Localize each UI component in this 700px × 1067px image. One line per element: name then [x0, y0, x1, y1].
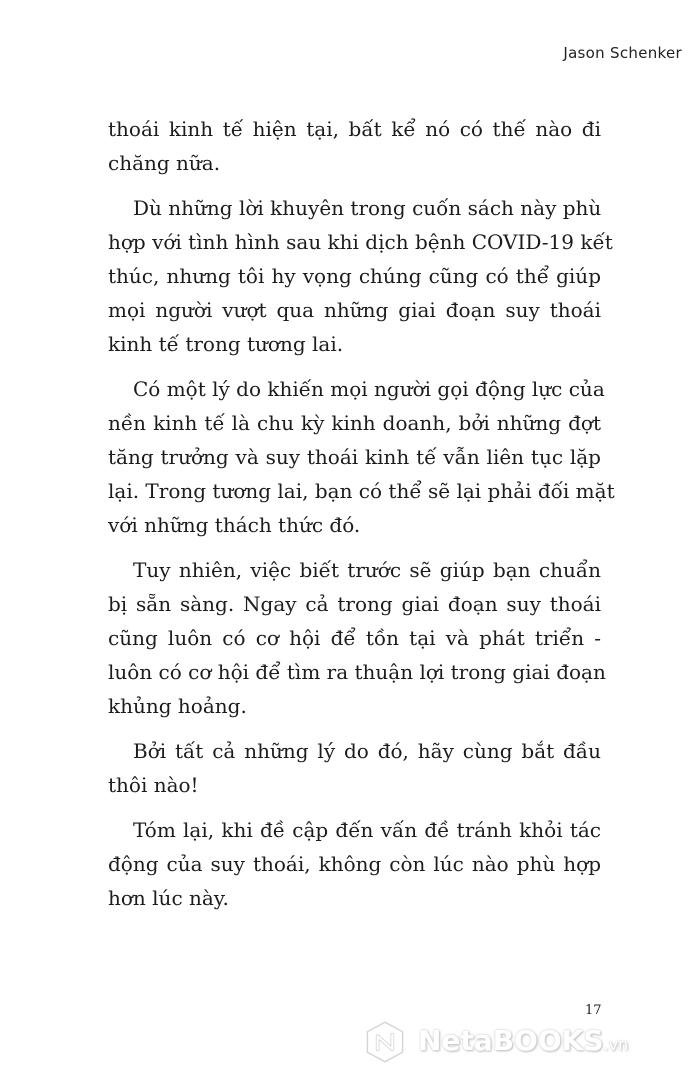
text-line: Bởi tất cả những lý do đó, hãy cùng bắt đầu: [133, 739, 601, 763]
text-line: bị sẵn sàng. Ngay cả trong giai đoạn suy thoái: [108, 592, 601, 616]
netabooks-watermark: [362, 1020, 692, 1064]
watermark-brand: NetaBOOKS: [418, 1024, 604, 1057]
text-line: với những thách thức đó.: [108, 513, 361, 537]
paragraph: [108, 191, 613, 361]
text-line: cũng luôn có cơ hội để tồn tại và phát triển -: [108, 626, 601, 650]
text-line: kinh tế trong tương lai.: [108, 332, 344, 356]
running-head: Jason Schenker: [563, 44, 682, 62]
text-line: thôi nào!: [108, 773, 199, 797]
watermark-suffix: .vn: [603, 1035, 629, 1054]
body-text: [108, 112, 615, 926]
text-line: Dù những lời khuyên trong cuốn sách này phù: [133, 196, 602, 220]
paragraph: [108, 372, 615, 542]
paragraph: [108, 553, 606, 723]
text-line: hợp với tình hình sau khi dịch bệnh COVID-19 kết: [108, 230, 613, 254]
text-line: mọi người vượt qua những giai đoạn suy thoái: [108, 298, 601, 322]
text-line: tăng trưởng và suy thoái kinh tế vẫn liên tục lặp: [108, 445, 601, 469]
paragraph: [108, 813, 601, 915]
text-line: khủng hoảng.: [108, 694, 247, 718]
text-line: luôn có cơ hội để tìm ra thuận lợi trong giai đoạn: [108, 660, 606, 684]
text-line: nền kinh tế là chu kỳ kinh doanh, bởi những đợt: [108, 411, 601, 435]
text-line: chăng nữa.: [108, 151, 221, 175]
text-line: thoái kinh tế hiện tại, bất kể nó có thế nào đi: [108, 117, 601, 141]
netabooks-hexagon-logo-icon: [362, 1020, 408, 1064]
text-line: hơn lúc này.: [108, 886, 229, 910]
text-line: Tuy nhiên, việc biết trước sẽ giúp bạn chuẩn: [133, 558, 601, 582]
watermark-brand-text: [418, 1024, 628, 1057]
text-line: lại. Trong tương lai, bạn có thể sẽ lại phải đối mặt: [108, 479, 615, 503]
paragraph: [108, 734, 601, 802]
text-line: Tóm lại, khi đề cập đến vấn đề tránh khỏi tác: [133, 818, 601, 842]
text-line: Có một lý do khiến mọi người gọi động lực của: [133, 377, 605, 401]
page-number: 17: [585, 1003, 602, 1018]
text-line: động của suy thoái, không còn lúc nào phù hợp: [108, 852, 601, 876]
text-line: thúc, nhưng tôi hy vọng chúng cũng có thể giúp: [108, 264, 601, 288]
paragraph: [108, 112, 601, 180]
